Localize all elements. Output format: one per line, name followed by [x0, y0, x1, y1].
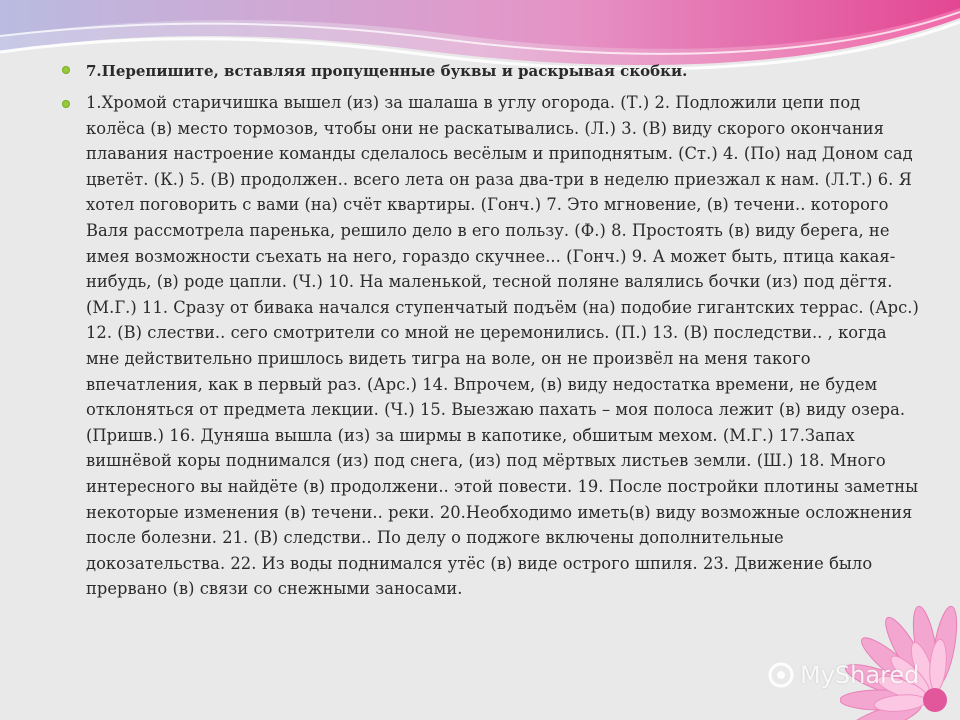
- exercise-text: 1.Хромой старичишка вышел (из) за шалаша в углу огорода. (Т.) 2. Подложили цепи под колёса (в) место тормозов, чтобы они не раскатывались. (Л.) 3. (В) виду скорого окончания плавания настроение команды сделалось весёлым и приподнятым. (Ст.) 4. (По) над Доном сад цветёт. (К.) 5. (В) продолжен.. всего лета он раза два-три в неделю приезжал к нам. (Л.Т.) 6. Я хотел поговорить с вами (на) счёт квартиры. (Гонч.) 7. Это мгновение, (в) течени.. которого Валя рассмотрела паренька, решило дело в его пользу. (Ф.) 8. Простоять (в) виду берега, не имея возможности съехать на него, гораздо скучнее... (Гонч.) 9. А может быть, птица какая-нибудь, (в) роде цапли. (Ч.) 10. На маленькой, тесной поляне валялись бочки (из) под дёгтя. (М.Г.) 11. Сразу от бивака начался ступенчатый подъём (на) подобие гигантских террас. (Арс.) 12. (В) слестви.. сего смотрители со мной не церемонились. (П.) 13. (В) последстви.. , когда мне действительно пришлось видеть тигра на воле, он не произвёл на меня такого впечатления, как в первый раз. (Арс.) 14. Впрочем, (в) виду недостатка времени, не будем отклоняться от предмета лекции. (Ч.) 15. Выезжаю пахать – моя полоса лежит (в) виду озера. (Пришв.) 16. Дуняша вышла (из) за ширмы в капотике, обшитым мехом. (М.Г.) 17.Запах вишнёвой коры поднимался (из) под снега, (из) под мёртвых листьев земли. (Ш.) 18. Много интересного вы найдёте (в) продолжени.. этой повести. 19. После постройки плотины заметны некоторые изменения (в) течени.. реки. 20.Необходимо иметь(в) виду возможные осложнения после болезни. 21. (В) следстви.. По делу о поджоге включены дополнительные докозательства. 22. Из воды поднимался утёс (в) виде острого шпиля. 23. Движение было прервано (в) связи со снежными заносами.: [86, 93, 919, 599]
- slide-content: [62, 58, 922, 602]
- bullet-icon: [62, 66, 70, 74]
- bullet-icon: [62, 100, 70, 108]
- myshared-logo-icon: [768, 662, 794, 688]
- watermark-text: MyShared: [800, 661, 920, 689]
- watermark: [768, 655, 919, 695]
- heading-item: [62, 58, 922, 84]
- body-item: [62, 90, 922, 602]
- slide-heading: 7.Перепишите, вставляя пропущенные буквы и раскрывая скобки.: [86, 62, 688, 80]
